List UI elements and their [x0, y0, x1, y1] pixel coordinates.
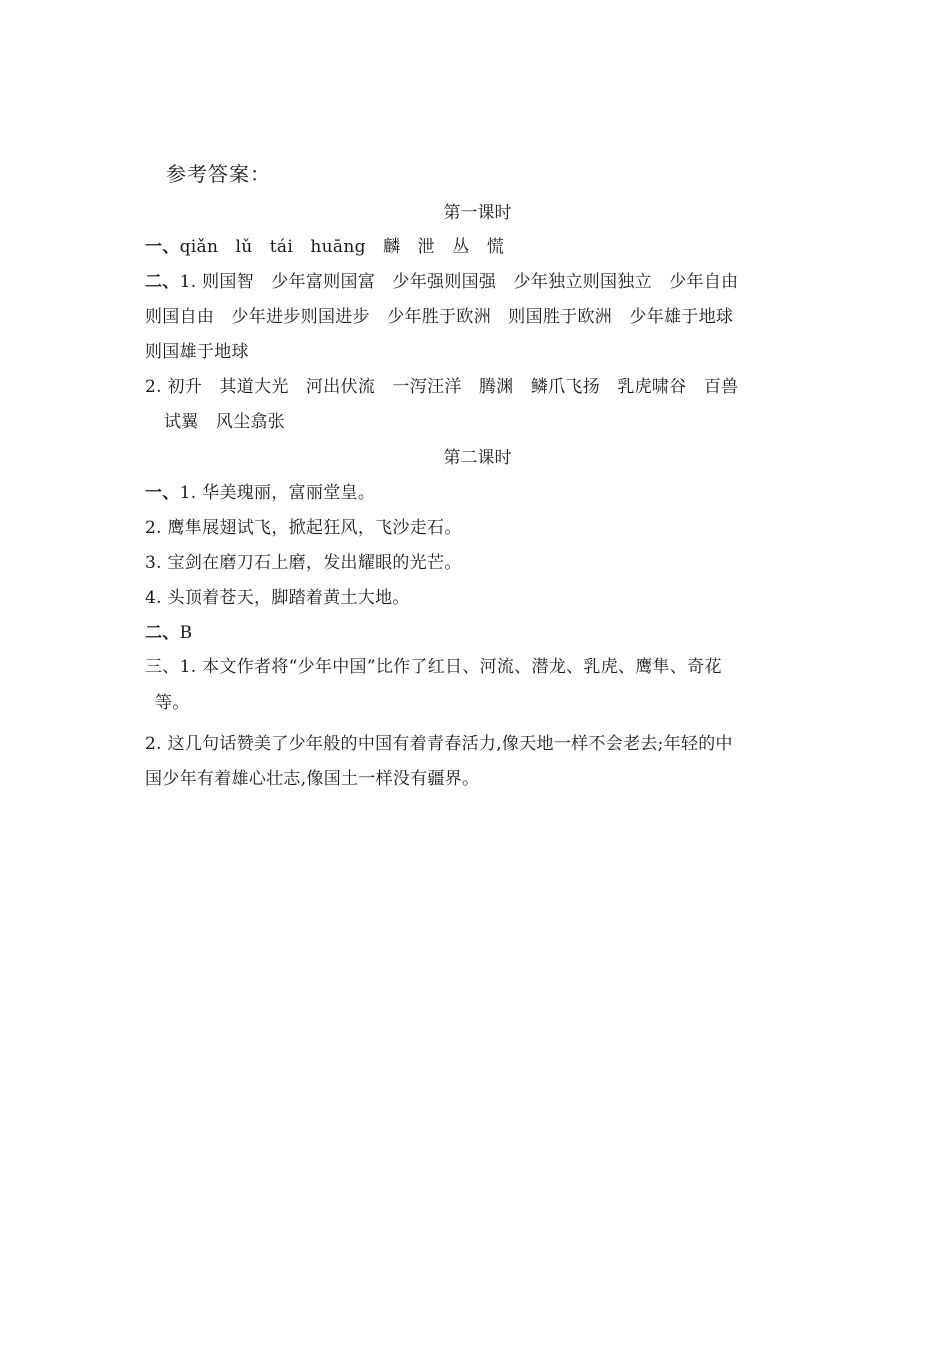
lesson2-q3-label: 三、	[145, 657, 180, 677]
lesson2-q3-item2-line2: 国少年有着雄心壮志,像国土一样没有疆界。	[145, 769, 480, 789]
lesson2-q2	[145, 618, 810, 643]
lesson2-q3-item2-line1: 2. 这几句话赞美了少年般的中国有着青春活力,像天地一样不会老去;年轻的中	[145, 734, 733, 754]
lesson2-q1-item4: 4. 头顶着苍天，脚踏着黄土大地。	[145, 588, 410, 608]
lesson1-q2-line3: 则国雄于地球	[145, 342, 249, 362]
lesson1-heading: 第一课时	[443, 203, 512, 223]
lesson1-q2-line1-text: 1. 则国智 少年富则国富 少年强则国强 少年独立则国独立 少年自由	[179, 272, 739, 292]
lesson1-q2-label: 二、	[145, 272, 180, 292]
lesson2-q1-label: 一、	[145, 483, 180, 503]
lesson2-q2-text: B	[179, 623, 193, 643]
lesson2-q3-item1-line2: 等。	[155, 693, 190, 713]
lesson2-q1	[145, 478, 810, 503]
lesson2-q3-item1-line1: 1. 本文作者将“少年中国”比作了红日、河流、潜龙、乳虎、鹰隼、奇花	[179, 657, 722, 677]
lesson1-q2-line1	[145, 267, 810, 292]
lesson1-q2-2-line1: 2. 初升 其道大光 河出伏流 一泻汪洋 腾渊 鳞爪飞扬 乳虎啸谷 百兽	[145, 377, 739, 397]
lesson1-q2-2-line2: 试翼 风尘翕张	[164, 412, 286, 432]
lesson2-heading: 第二课时	[443, 448, 512, 468]
page-title: 参考答案：	[166, 162, 271, 186]
lesson2-q3	[145, 652, 810, 677]
lesson1-q1	[145, 232, 810, 257]
lesson2-q1-item2: 2. 鹰隼展翅试飞，掀起狂风，飞沙走石。	[145, 518, 462, 538]
lesson2-q2-label: 二、	[145, 623, 180, 643]
lesson2-q1-item3: 3. 宝剑在磨刀石上磨，发出耀眼的光芒。	[145, 553, 462, 573]
lesson1-q2-line2: 则国自由 少年进步则国进步 少年胜于欧洲 则国胜于欧洲 少年雄于地球	[145, 307, 734, 327]
lesson2-q1-item1: 1. 华美瑰丽，富丽堂皇。	[179, 483, 376, 503]
lesson1-q1-text: qiǎn lǔ tái huāng 麟 泄 丛 慌	[179, 237, 505, 257]
lesson1-q1-label: 一、	[145, 237, 180, 257]
